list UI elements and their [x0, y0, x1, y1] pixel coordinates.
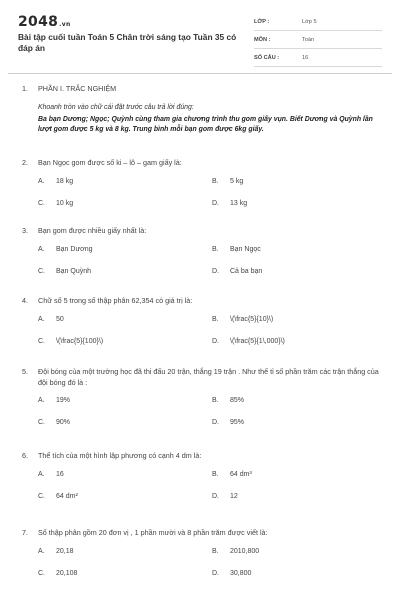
- option-c[interactable]: [38, 570, 77, 577]
- option-letter: D.: [212, 337, 219, 345]
- option-b[interactable]: [212, 548, 259, 555]
- question-2: [22, 158, 382, 228]
- option-c[interactable]: [38, 268, 91, 275]
- logo-suffix: .vn: [59, 21, 71, 28]
- option-text: 20,18: [56, 547, 74, 555]
- meta-row-class: [254, 16, 382, 31]
- option-text: Bạn Dương: [56, 245, 93, 253]
- options: [38, 246, 382, 296]
- option-letter: C.: [38, 199, 45, 207]
- option-letter: A.: [38, 547, 45, 555]
- site-logo[interactable]: [18, 14, 71, 30]
- option-b[interactable]: [212, 397, 244, 404]
- option-text: Cả ba bạn: [230, 267, 263, 275]
- logo-main: 2048: [18, 14, 59, 30]
- question-heading: [22, 158, 382, 169]
- option-d[interactable]: [212, 200, 247, 207]
- option-c[interactable]: [38, 419, 70, 426]
- option-letter: C.: [38, 337, 45, 345]
- option-letter: A.: [38, 470, 45, 478]
- meta-row-count: [254, 52, 382, 67]
- option-text: \(\frac{5}{10}\): [230, 315, 274, 323]
- option-text: 5 kg: [230, 177, 244, 185]
- question-4: [22, 296, 382, 366]
- option-text: 18 kg: [56, 177, 74, 185]
- meta-key: LỚP :: [254, 19, 270, 25]
- option-text: 2010,800: [230, 547, 260, 555]
- question-number: 6.: [22, 451, 28, 460]
- option-text: \(\frac{5}{1\,000}\): [230, 337, 285, 345]
- header-divider: [8, 73, 392, 74]
- option-a[interactable]: [38, 397, 70, 404]
- option-letter: C.: [38, 267, 45, 275]
- option-letter: D.: [212, 569, 219, 577]
- option-text: \(\frac{5}{100}\): [56, 337, 104, 345]
- option-letter: A.: [38, 315, 45, 323]
- question-text: Đội bóng của một trường học đã thi đấu 20 trận, thắng 19 trận . Như thế tỉ số phần trăm các trận thắng của đội bóng đó là :: [38, 367, 379, 387]
- question-heading: [22, 296, 382, 307]
- option-text: 16: [56, 470, 64, 478]
- question-number: 4.: [22, 296, 28, 305]
- meta-key: MÔN :: [254, 37, 271, 43]
- option-letter: B.: [212, 397, 219, 404]
- options: [38, 471, 382, 521]
- option-text: 90%: [56, 419, 71, 426]
- question-text: Số thập phân gồm 20 đơn vị , 1 phần mười và 8 phần trăm được viết là:: [38, 528, 268, 537]
- options: [38, 316, 382, 366]
- passage-text: Ba bạn Dương; Ngọc; Quỳnh cùng tham gia chương trình thu gom giấy vụn. Biết Dương và Quỳnh lần lượt gom được 5 kg và 8 kg. Trung bình mỗi bạn gom được 6kg giấy.: [38, 115, 373, 133]
- question-number: 5.: [22, 367, 28, 376]
- question-text: Thể tích của một hình lập phương có cạnh 4 dm là:: [38, 451, 202, 460]
- question-text: Bạn gom được nhiều giấy nhất là:: [38, 226, 147, 235]
- question-number: 3.: [22, 226, 28, 235]
- option-text: 10 kg: [56, 199, 74, 207]
- question-5: [22, 367, 382, 447]
- option-text: 95%: [230, 419, 245, 426]
- option-a[interactable]: [38, 178, 73, 185]
- section-heading: [22, 84, 382, 95]
- question-heading: [22, 528, 382, 539]
- question-3: [22, 226, 382, 296]
- option-c[interactable]: [38, 493, 78, 500]
- option-a[interactable]: [38, 471, 64, 478]
- options: [38, 397, 382, 447]
- question-7: [22, 528, 382, 598]
- option-text: Bạn Ngọc: [230, 245, 261, 253]
- option-text: 85%: [230, 397, 245, 404]
- option-text: Bạn Quỳnh: [56, 267, 92, 275]
- option-text: 20,108: [56, 569, 78, 577]
- option-letter: D.: [212, 419, 219, 426]
- question-text: Chữ số 5 trong số thập phân 62,354 có giá trị là:: [38, 296, 193, 305]
- option-text: 13 kg: [230, 199, 248, 207]
- option-letter: A.: [38, 397, 45, 404]
- section-intro: [22, 84, 382, 135]
- section-title: PHẦN I. TRẮC NGHIỆM: [38, 84, 117, 93]
- meta-panel: [254, 16, 382, 70]
- meta-key: SỐ CÂU :: [254, 55, 280, 61]
- option-letter: D.: [212, 492, 219, 500]
- option-a[interactable]: [38, 548, 74, 555]
- question-number: 2.: [22, 158, 28, 167]
- option-d[interactable]: [212, 493, 238, 500]
- option-letter: C.: [38, 492, 45, 500]
- option-text: 64 dm²: [56, 492, 78, 500]
- meta-row-subject: [254, 34, 382, 49]
- option-letter: B.: [212, 315, 219, 323]
- option-c[interactable]: [38, 200, 73, 207]
- option-letter: A.: [38, 245, 45, 253]
- option-d[interactable]: [212, 419, 244, 426]
- option-letter: B.: [212, 245, 219, 253]
- option-letter: C.: [38, 419, 45, 426]
- option-d[interactable]: [212, 338, 285, 345]
- option-text: 19%: [56, 397, 71, 404]
- meta-value: Lớp 5: [302, 19, 317, 25]
- option-text: 12: [230, 492, 238, 500]
- option-d[interactable]: [212, 268, 262, 275]
- meta-value: 16: [302, 55, 309, 61]
- header: [18, 14, 382, 64]
- section-body: [38, 103, 382, 135]
- option-b[interactable]: [212, 316, 273, 323]
- option-c[interactable]: [38, 338, 103, 345]
- option-b[interactable]: [212, 471, 252, 478]
- question-heading: [22, 367, 382, 388]
- options: [38, 548, 382, 598]
- option-text: 50: [56, 315, 64, 323]
- option-a[interactable]: [38, 246, 93, 253]
- question-6: [22, 451, 382, 521]
- option-letter: B.: [212, 177, 219, 185]
- question-heading: [22, 451, 382, 462]
- option-letter: D.: [212, 199, 219, 207]
- document-title: Bài tập cuối tuần Toán 5 Chân trời sáng tạo Tuần 35 có đáp án: [18, 32, 237, 53]
- question-heading: [22, 226, 382, 237]
- option-b[interactable]: [212, 246, 261, 253]
- option-a[interactable]: [38, 316, 64, 323]
- option-letter: B.: [212, 470, 219, 478]
- option-text: 30,800: [230, 569, 252, 577]
- section-number: 1.: [22, 84, 28, 93]
- option-d[interactable]: [212, 570, 251, 577]
- option-letter: A.: [38, 177, 45, 185]
- question-text: Bạn Ngọc gom được số ki – lô – gam giấy là:: [38, 158, 182, 167]
- instruction-text: Khoanh tròn vào chữ cái đặt trước câu trả lời đúng:: [38, 103, 194, 111]
- option-b[interactable]: [212, 178, 243, 185]
- question-number: 7.: [22, 528, 28, 537]
- meta-value: Toán: [302, 37, 315, 43]
- option-text: 64 dm³: [230, 470, 252, 478]
- option-letter: C.: [38, 569, 45, 577]
- option-letter: D.: [212, 267, 219, 275]
- options: [38, 178, 382, 228]
- option-letter: B.: [212, 547, 219, 555]
